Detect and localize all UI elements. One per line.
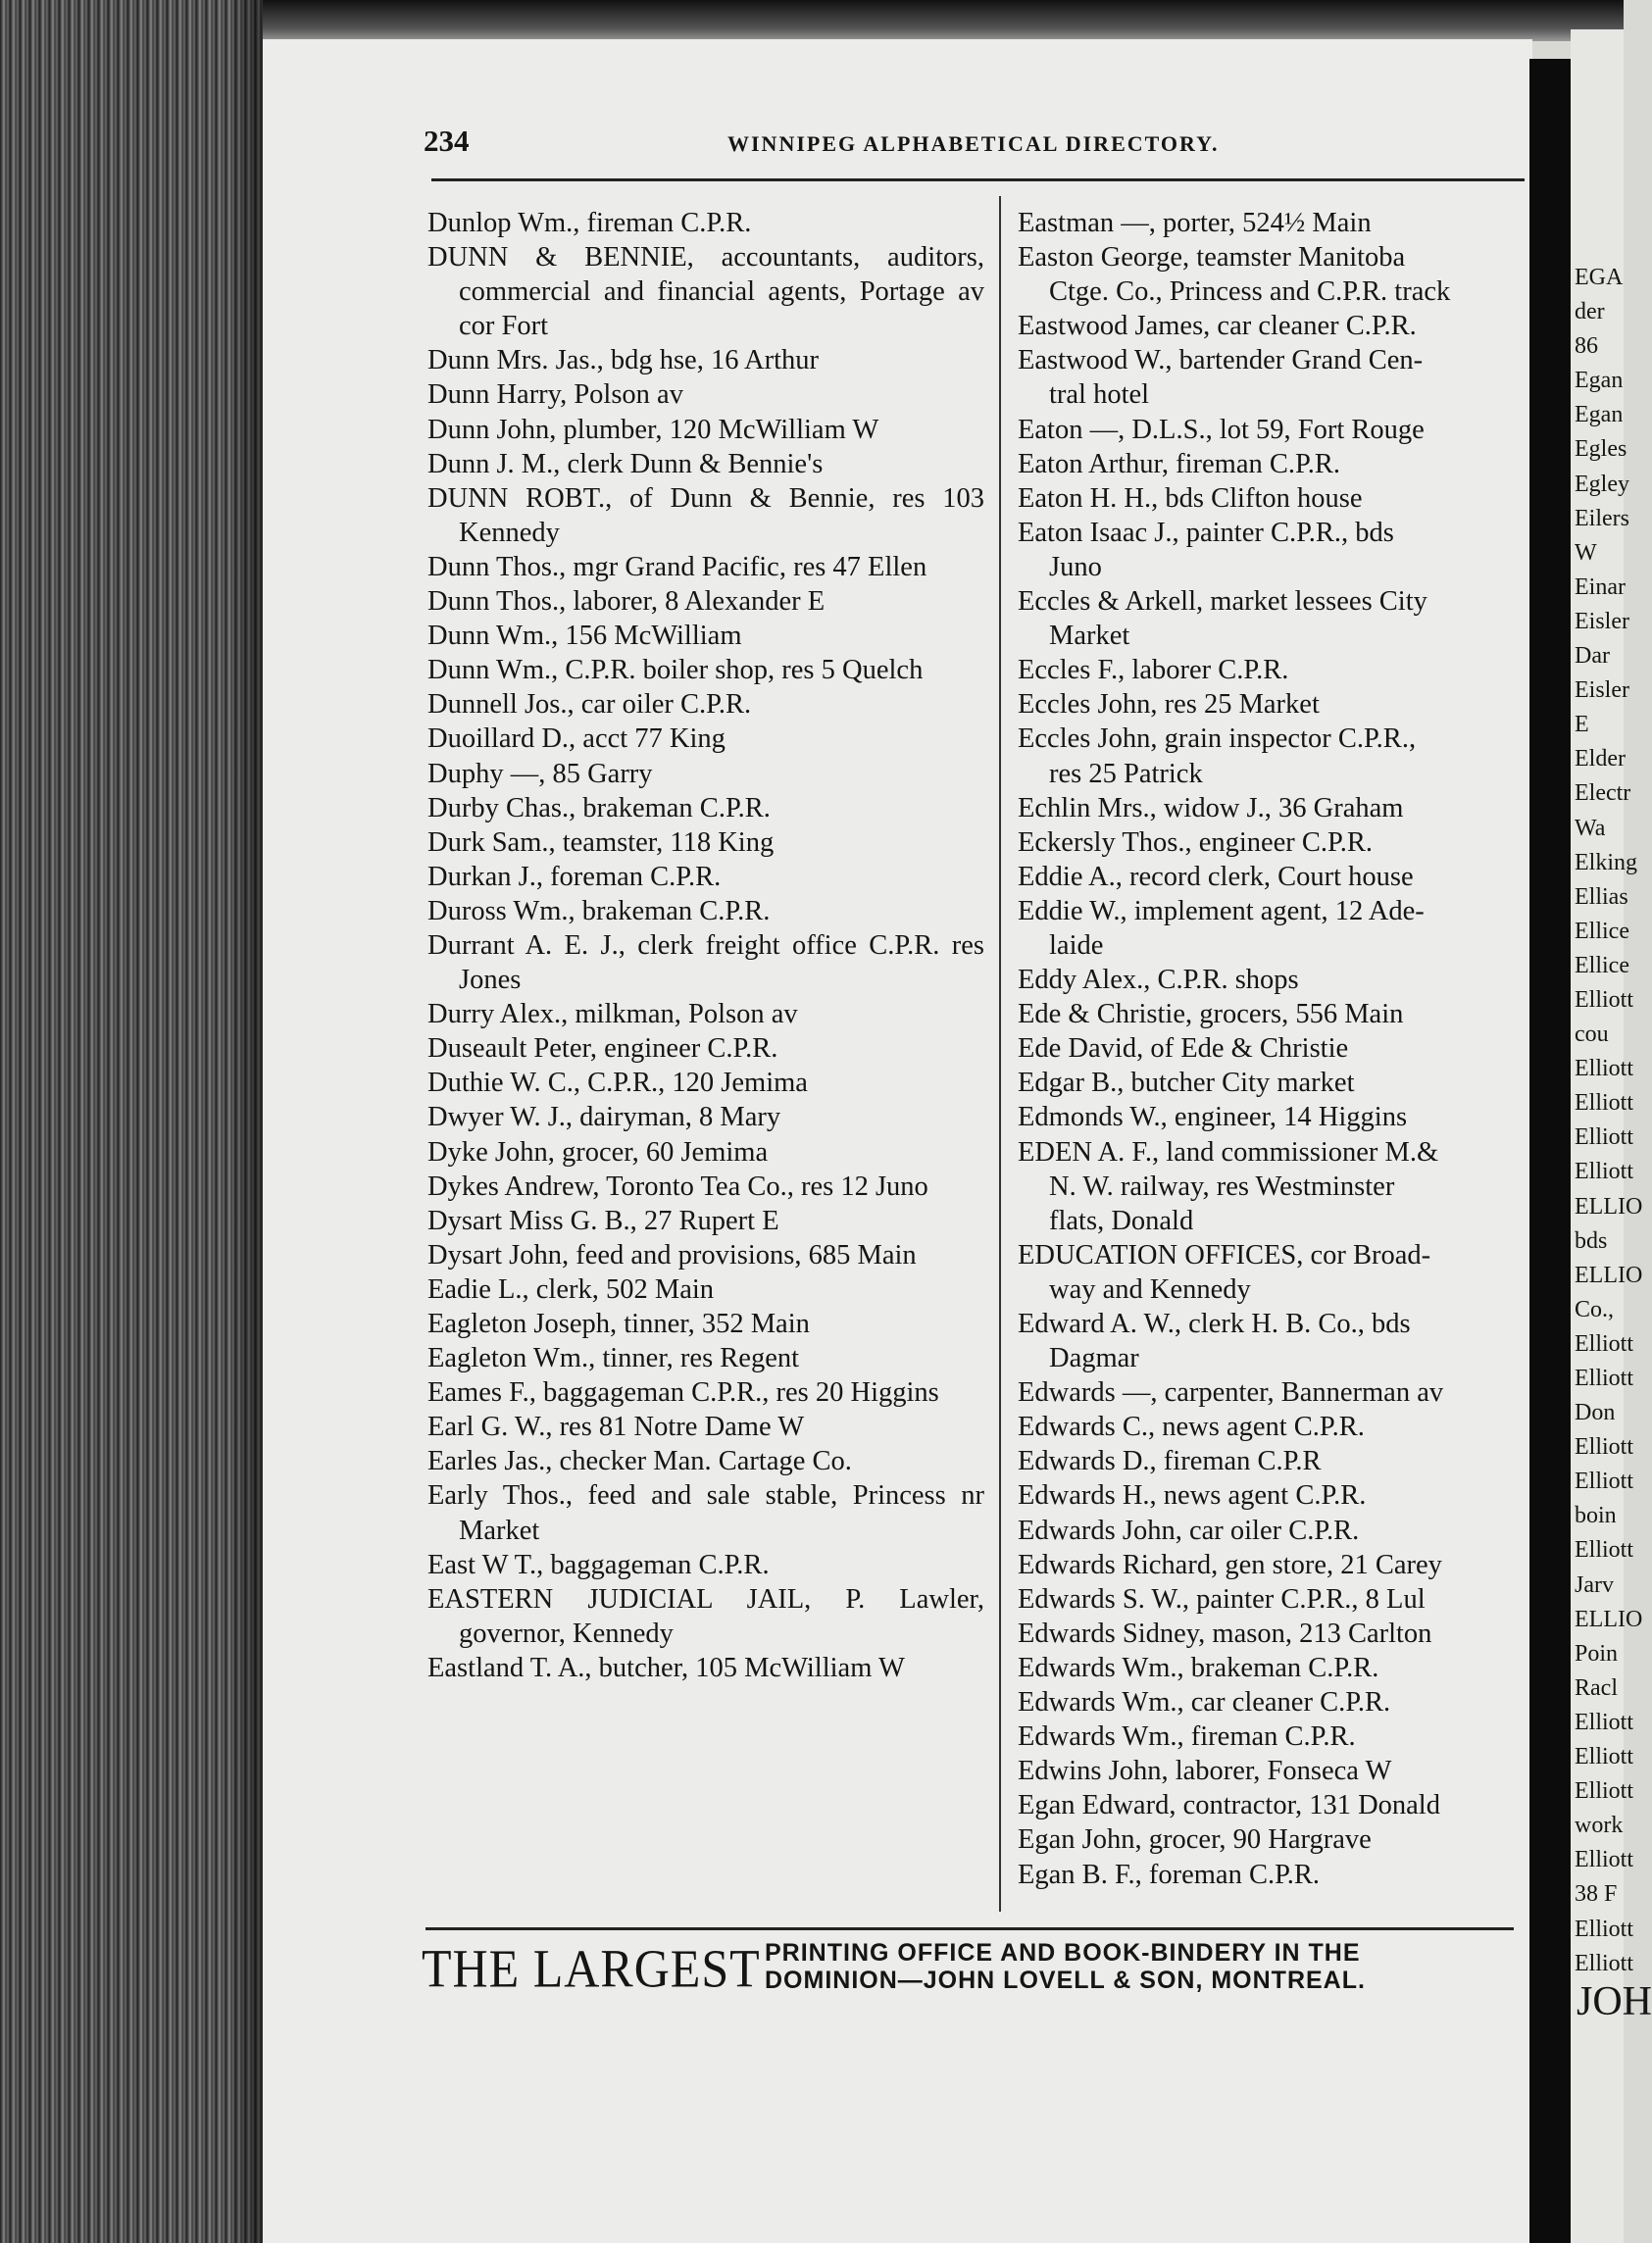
advertisement-footer	[422, 1937, 1529, 2006]
next-page-fragment: Racl	[1575, 1674, 1618, 1701]
directory-entry	[1018, 1651, 1523, 1685]
directory-entry: Eames F., baggageman C.P.R., res 20 Higgins	[427, 1377, 939, 1409]
next-page-fragment: ELLIO	[1575, 1193, 1643, 1220]
directory-entry	[1018, 653, 1523, 687]
entry-line: Ede David, of Ede & Christie	[1018, 1033, 1349, 1065]
directory-entry: Durkan J., foreman C.P.R.	[427, 861, 722, 892]
next-page-fragment: Ellias	[1575, 883, 1628, 910]
entry-line: way and Kennedy	[1049, 1273, 1251, 1305]
entry-line: Eastwood W., bartender Grand Cen-	[1018, 345, 1424, 376]
next-page-fragment: Elliott	[1575, 1537, 1633, 1564]
directory-entry	[1018, 997, 1523, 1031]
entry-line: Eddy Alex., C.P.R. shops	[1018, 965, 1299, 996]
entry-line: Eddie A., record clerk, Court house	[1018, 861, 1414, 892]
directory-entry	[1018, 1307, 1523, 1375]
next-page-fragment: Elliott	[1575, 1950, 1633, 1976]
directory-entry	[1018, 1582, 1523, 1617]
entry-line: Eddie W., implement agent, 12 Ade-	[1018, 895, 1425, 926]
next-page-fragment: Elliott	[1575, 1744, 1633, 1770]
entry-line: Edgar B., butcher City market	[1018, 1068, 1355, 1099]
directory-entry: Dunn Harry, Polson av	[427, 379, 683, 411]
directory-entry	[1018, 1375, 1523, 1410]
entry-line: Eaton Arthur, fireman C.P.R.	[1018, 448, 1340, 479]
directory-entry: Dunn J. M., clerk Dunn & Bennie's	[427, 448, 824, 479]
next-page-fragment: Elliott	[1575, 1159, 1633, 1185]
directory-entry: Duphy —, 85 Garry	[427, 758, 653, 789]
directory-entry	[1018, 1548, 1523, 1582]
entry-line: Easton George, teamster Manitoba	[1018, 242, 1406, 274]
directory-entry: Eagleton Joseph, tinner, 352 Main	[427, 1309, 810, 1339]
next-page-fragment: Einar	[1575, 573, 1626, 600]
footer-line-1: PRINTING OFFICE AND BOOK-BINDERY IN THE	[765, 1939, 1361, 1967]
entry-line: Edwards John, car oiler C.P.R.	[1018, 1515, 1360, 1546]
directory-entry: Duthie W. C., C.P.R., 120 Jemima	[427, 1068, 808, 1099]
directory-entry: DUNN & BENNIE, accountants, auditors, commercial and financial agents, Portage av cor Fort	[427, 242, 984, 342]
entry-line: Edwards Wm., fireman C.P.R.	[1018, 1721, 1356, 1753]
directory-entry	[1018, 1238, 1523, 1307]
directory-entry	[1018, 240, 1523, 309]
directory-entry	[1018, 481, 1523, 516]
entry-line: Egan Edward, contractor, 131 Donald	[1018, 1790, 1440, 1821]
next-page-fragment: Ellice	[1575, 952, 1629, 978]
directory-entry	[1018, 687, 1523, 722]
entry-line: Edwins John, laborer, Fonseca W	[1018, 1756, 1392, 1787]
next-page-fragment: Elder	[1575, 746, 1626, 773]
entry-line: Edwards C., news agent C.P.R.	[1018, 1412, 1365, 1443]
next-page-fragment: ELLIO	[1575, 1606, 1643, 1632]
next-page-fragment: Don	[1575, 1400, 1616, 1426]
next-page-fragment: boin	[1575, 1503, 1617, 1529]
right-column	[1018, 206, 1523, 1892]
directory-entry: Durrant A. E. J., clerk freight office C.P.R. res Jones	[427, 929, 984, 996]
next-page-fragment: Elking	[1575, 849, 1637, 875]
book-page-edges	[0, 0, 263, 2243]
entry-line: EDEN A. F., land commissioner M.&	[1018, 1136, 1439, 1168]
entry-line: Eckersly Thos., engineer C.P.R.	[1018, 826, 1374, 858]
directory-entry: Eagleton Wm., tinner, res Regent	[427, 1343, 800, 1374]
directory-entry: Eastland T. A., butcher, 105 McWilliam W	[427, 1652, 905, 1683]
next-page-fragment: Elliott	[1575, 1469, 1633, 1495]
directory-entry	[1018, 1858, 1523, 1892]
directory-entry	[1018, 343, 1523, 412]
directory-entry: Dunnell Jos., car oiler C.P.R.	[427, 689, 752, 721]
entry-line: Market	[1049, 621, 1130, 652]
next-page-fragment: Elliott	[1575, 1434, 1633, 1461]
directory-entry: Earl G. W., res 81 Notre Dame W	[427, 1412, 805, 1443]
directory-entry	[1018, 447, 1523, 481]
next-page-fragment: Elliott	[1575, 1847, 1633, 1873]
footer-headline: THE LARGEST	[422, 1938, 761, 1999]
entry-line: Eaton —, D.L.S., lot 59, Fort Rouge	[1018, 414, 1425, 445]
footer-rule	[426, 1927, 1514, 1930]
directory-entry	[1018, 1617, 1523, 1651]
next-page-fragment: Elliott	[1575, 1778, 1633, 1805]
directory-entry: DUNN ROBT., of Dunn & Bennie, res 103 Kennedy	[427, 482, 984, 548]
next-page-fragment: Eisler	[1575, 608, 1629, 634]
entry-line: Echlin Mrs., widow J., 36 Graham	[1018, 792, 1404, 823]
entry-line: Eaton H. H., bds Clifton house	[1018, 482, 1363, 514]
directory-entry: Durk Sam., teamster, 118 King	[427, 826, 775, 858]
entry-line: Eccles John, res 25 Market	[1018, 689, 1320, 721]
next-page-fragment: Electr	[1575, 780, 1631, 807]
directory-entry	[1018, 309, 1523, 343]
next-page-fragment: Wa	[1575, 815, 1606, 841]
next-page-fragment: Egley	[1575, 471, 1629, 497]
entry-line: Juno	[1049, 551, 1102, 582]
directory-entry: East W T., baggageman C.P.R.	[427, 1549, 770, 1580]
directory-entry	[1018, 584, 1523, 653]
directory-entry	[1018, 722, 1523, 790]
directory-entry	[1018, 1788, 1523, 1822]
page-number: 234	[424, 124, 470, 158]
next-page-fragment: 86	[1575, 333, 1598, 360]
running-title: WINNIPEG ALPHABETICAL DIRECTORY.	[727, 131, 1220, 156]
page-header	[424, 124, 1267, 163]
entry-line: Eccles F., laborer C.P.R.	[1018, 655, 1289, 686]
entry-line: Edwards Wm., car cleaner C.P.R.	[1018, 1687, 1391, 1719]
entry-line: Eaton Isaac J., painter C.P.R., bds	[1018, 517, 1394, 548]
entry-line: Edwards Wm., brakeman C.P.R.	[1018, 1652, 1379, 1683]
directory-entry: Dunn Thos., mgr Grand Pacific, res 47 Ellen	[427, 551, 927, 582]
next-page-fragment: Eilers	[1575, 505, 1629, 531]
entry-line: Edwards Richard, gen store, 21 Carey	[1018, 1549, 1442, 1580]
entry-line: tral hotel	[1049, 379, 1150, 411]
next-page-fragment: work	[1575, 1813, 1624, 1839]
directory-entry	[1018, 1066, 1523, 1100]
entry-line: Eccles & Arkell, market lessees City	[1018, 586, 1427, 618]
entry-line: res 25 Patrick	[1049, 758, 1203, 789]
directory-entry	[1018, 860, 1523, 894]
next-page-fragments	[1571, 261, 1642, 1981]
directory-entry	[1018, 1410, 1523, 1444]
left-column	[427, 206, 984, 1685]
next-page-fragment: Ellice	[1575, 918, 1629, 944]
directory-entry	[1018, 516, 1523, 584]
entry-line: Edmonds W., engineer, 14 Higgins	[1018, 1102, 1408, 1133]
entry-line: EDUCATION OFFICES, cor Broad-	[1018, 1239, 1431, 1271]
next-page-fragment: 38 F	[1575, 1881, 1618, 1908]
next-page-fragment: Elliott	[1575, 1366, 1633, 1391]
directory-entry: Dunn Wm., 156 McWilliam	[427, 621, 742, 652]
directory-entry	[1018, 1444, 1523, 1478]
directory-entry: Dysart Miss G. B., 27 Rupert E	[427, 1205, 779, 1236]
directory-entry	[1018, 963, 1523, 997]
directory-entry: Durby Chas., brakeman C.P.R.	[427, 792, 771, 823]
directory-entry: Dunn Wm., C.P.R. boiler shop, res 5 Quelch	[427, 655, 924, 686]
next-page-fragment: der	[1575, 299, 1605, 325]
footer-line-2: DOMINION—JOHN LOVELL & SON, MONTREAL.	[765, 1967, 1366, 1994]
next-page-fragment: bds	[1575, 1227, 1608, 1254]
next-page-fragment: Eisler	[1575, 677, 1629, 704]
next-page-fragment: EGA	[1575, 265, 1624, 290]
book-gutter	[1529, 59, 1571, 2243]
directory-entry	[1018, 1514, 1523, 1548]
entry-line: Dagmar	[1049, 1343, 1139, 1374]
entry-line: Edwards —, carpenter, Bannerman av	[1018, 1377, 1444, 1409]
directory-entry: Dyke John, grocer, 60 Jemima	[427, 1136, 769, 1168]
entry-line: Egan John, grocer, 90 Hargrave	[1018, 1824, 1372, 1856]
top-shadow	[263, 0, 1624, 41]
entry-line: flats, Donald	[1049, 1205, 1194, 1236]
next-page-fragment: Co.,	[1575, 1296, 1615, 1322]
next-page-fragment: Elliott	[1575, 986, 1633, 1013]
next-page-fragment: Egles	[1575, 436, 1627, 463]
directory-entry: Dwyer W. J., dairyman, 8 Mary	[427, 1102, 781, 1133]
entry-line: Eccles John, grain inspector C.P.R.,	[1018, 723, 1417, 755]
entry-line: laide	[1049, 929, 1104, 961]
directory-entry: Dysart John, feed and provisions, 685 Main	[427, 1239, 917, 1271]
directory-entry	[1018, 1031, 1523, 1066]
next-page-footer: JOH	[1577, 1979, 1652, 2024]
directory-entry: Dunlop Wm., fireman C.P.R.	[427, 208, 752, 238]
entry-line: Ede & Christie, grocers, 556 Main	[1018, 999, 1404, 1030]
entry-line: Edwards H., news agent C.P.R.	[1018, 1480, 1367, 1512]
header-rule	[431, 178, 1525, 181]
directory-entry	[1018, 1685, 1523, 1720]
next-page-fragment: Elliott	[1575, 1056, 1633, 1082]
footer-subline	[765, 1939, 1366, 1994]
next-page-fragment: Elliott	[1575, 1330, 1633, 1357]
entry-line: Ctge. Co., Princess and C.P.R. track	[1049, 276, 1451, 308]
next-page-fragment: Poin	[1575, 1640, 1619, 1667]
directory-entry: Dykes Andrew, Toronto Tea Co., res 12 Juno	[427, 1171, 928, 1202]
directory-entry: Dunn John, plumber, 120 McWilliam W	[427, 414, 879, 445]
next-page-fragment: Elliott	[1575, 1916, 1633, 1942]
entry-line: N. W. railway, res Westminster	[1049, 1171, 1395, 1202]
directory-entry: Duoillard D., acct 77 King	[427, 723, 726, 755]
next-page-edge	[1571, 29, 1652, 2243]
directory-entry: Eadie L., clerk, 502 Main	[427, 1273, 715, 1305]
directory-entry	[1018, 894, 1523, 963]
entry-line: Edwards D., fireman C.P.R	[1018, 1446, 1322, 1477]
directory-entry: Dunn Thos., laborer, 8 Alexander E	[427, 586, 826, 618]
next-page-fragment: Elliott	[1575, 1124, 1633, 1151]
directory-entry: Duseault Peter, engineer C.P.R.	[427, 1033, 778, 1065]
entry-line: Edward A. W., clerk H. B. Co., bds	[1018, 1309, 1411, 1339]
directory-entry: Early Thos., feed and sale stable, Princess nr Market	[427, 1480, 984, 1546]
directory-entry	[1018, 791, 1523, 825]
directory-entry	[1018, 1478, 1523, 1513]
entry-line: Edwards Sidney, mason, 213 Carlton	[1018, 1618, 1432, 1649]
directory-entry	[1018, 825, 1523, 860]
next-page-fragment: Egan	[1575, 368, 1624, 394]
next-page-fragment: W	[1575, 539, 1597, 566]
directory-entry: Duross Wm., brakeman C.P.R.	[427, 895, 771, 926]
directory-entry	[1018, 1135, 1523, 1238]
directory-entry: Dunn Mrs. Jas., bdg hse, 16 Arthur	[427, 345, 819, 376]
column-divider	[999, 196, 1001, 1912]
directory-entry: Earles Jas., checker Man. Cartage Co.	[427, 1446, 852, 1477]
entry-line: Eastman —, porter, 524½ Main	[1018, 208, 1372, 238]
entry-line: Edwards S. W., painter C.P.R., 8 Lul	[1018, 1583, 1426, 1615]
directory-entry	[1018, 413, 1523, 447]
directory-entry: Durry Alex., milkman, Polson av	[427, 999, 798, 1030]
next-page-fragment: cou	[1575, 1022, 1609, 1048]
next-page-fragment: E	[1575, 712, 1589, 738]
entry-line: Egan B. F., foreman C.P.R.	[1018, 1859, 1321, 1890]
next-page-fragment: ELLIO	[1575, 1262, 1643, 1288]
directory-entry	[1018, 1100, 1523, 1134]
directory-entry	[1018, 1754, 1523, 1788]
entry-line: Eastwood James, car cleaner C.P.R.	[1018, 311, 1417, 342]
directory-entry	[1018, 206, 1523, 240]
next-page-fragment: Elliott	[1575, 1709, 1633, 1735]
next-page-fragment: Egan	[1575, 402, 1624, 428]
next-page-fragment: Jarv	[1575, 1571, 1614, 1598]
directory-entry	[1018, 1822, 1523, 1857]
directory-entry: EASTERN JUDICIAL JAIL, P. Lawler, governor, Kennedy	[427, 1583, 984, 1649]
directory-entry	[1018, 1720, 1523, 1754]
next-page-fragment: Dar	[1575, 643, 1610, 670]
next-page-fragment: Elliott	[1575, 1090, 1633, 1117]
